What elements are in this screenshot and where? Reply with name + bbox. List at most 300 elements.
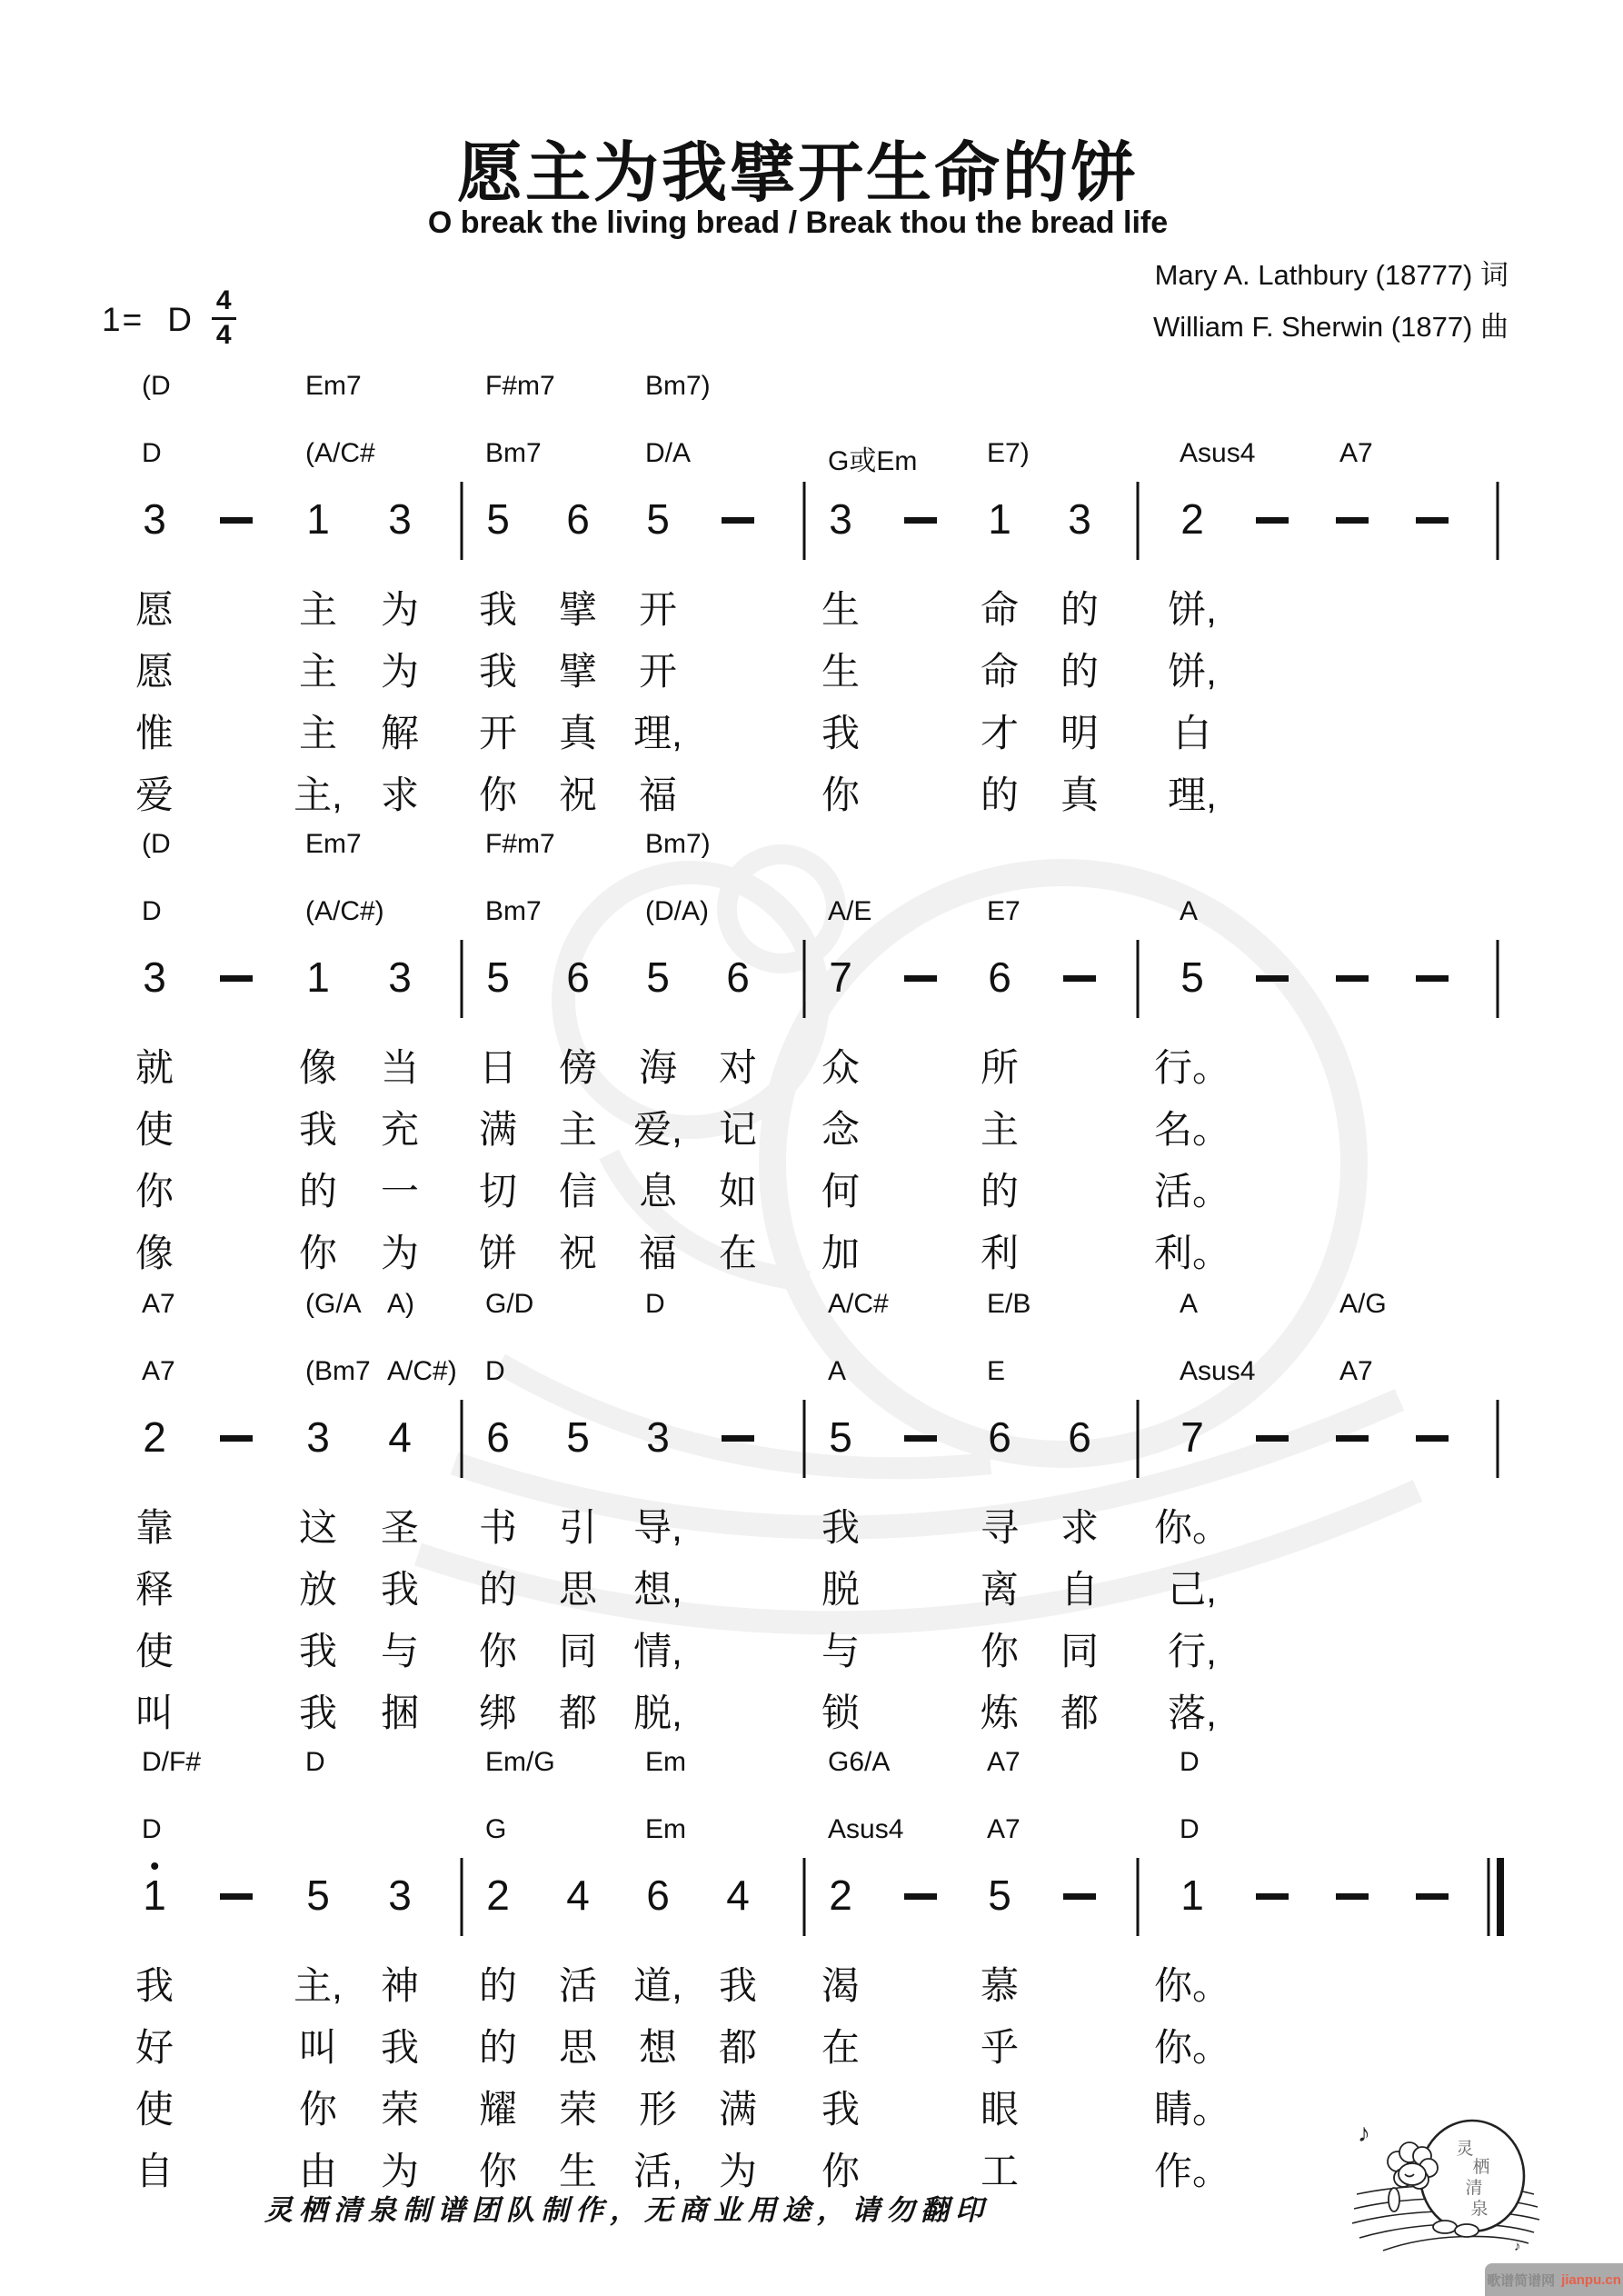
note-digit: 3 (388, 1872, 412, 1919)
lyric-char: 愿 (134, 650, 174, 693)
chord-label: Bm7 (485, 896, 542, 926)
credits (1153, 249, 1508, 353)
lyric-char: 主 (298, 588, 338, 631)
lyric-char: 主 (298, 712, 338, 754)
bar-line (803, 482, 806, 560)
note-digit: 5 (306, 1872, 330, 1919)
lyric-char: 情, (633, 1630, 682, 1672)
lyric-char: 命 (980, 650, 1020, 693)
paren-chord-label: E/B (987, 1289, 1031, 1319)
song-subtitle: O break the living bread / Break thou the bread life (427, 205, 1169, 240)
lyric-char: 放 (298, 1568, 338, 1611)
song-title: 愿主为我擘开生命的饼 (456, 137, 1139, 210)
lyric-char: 白 (1172, 712, 1212, 754)
final-bar-thin (1488, 1858, 1490, 1936)
note-dash (1416, 975, 1449, 982)
lyric-char: 荣 (380, 2088, 420, 2131)
bar-line (461, 1858, 463, 1936)
lyric-char: 明 (1060, 712, 1100, 754)
lyric-char: 活, (633, 2150, 682, 2192)
lyric-char: 求 (380, 774, 420, 816)
paren-chord-label: A7 (142, 1289, 175, 1319)
lyric-char: 你 (478, 2150, 518, 2192)
bar-line (461, 940, 463, 1018)
note-digit: 1 (306, 953, 330, 1001)
note-digit: 4 (566, 1872, 590, 1919)
note-digit: 7 (829, 953, 852, 1001)
note-digit: 6 (988, 1413, 1011, 1461)
note-digit: 3 (143, 953, 166, 1001)
bar-line (1137, 940, 1140, 1018)
chord-label: A7 (142, 1356, 175, 1386)
lyric-char: 所 (980, 1046, 1020, 1089)
note-digit: 2 (1180, 495, 1204, 543)
lyric-char: 的 (478, 1964, 518, 2007)
lyric-char: 生 (821, 650, 861, 693)
lyric-char: 祝 (558, 1232, 598, 1274)
lyric-char: 炼 (980, 1692, 1020, 1734)
lyric-char: 圣 (380, 1506, 420, 1549)
lyric-char: 乎 (980, 2026, 1020, 2069)
chord-label: Em (645, 1814, 686, 1844)
note-digit: 5 (566, 1413, 590, 1461)
lyric-char: 你 (298, 1232, 338, 1274)
lyric-char: 你 (821, 2150, 861, 2192)
lyric-char: 我 (718, 1964, 758, 2007)
lyric-char: 主, (294, 1964, 343, 2007)
lyric-char: 的 (1060, 650, 1100, 693)
lyric-char: 才 (980, 712, 1020, 754)
svg-text:泉: 泉 (1470, 2200, 1489, 2219)
note-digit: 5 (988, 1872, 1011, 1919)
lyric-char: 落, (1168, 1692, 1217, 1734)
lyric-char: 充 (380, 1108, 420, 1151)
lyric-char: 福 (638, 1232, 678, 1274)
lyric-char: 都 (1060, 1692, 1100, 1734)
lyric-char: 己, (1168, 1568, 1217, 1611)
note-dash (220, 975, 253, 982)
note-digit: 3 (829, 495, 852, 543)
note-digit: 1 (988, 495, 1011, 543)
lyric-char: 你 (821, 774, 861, 816)
note-dash (1416, 1893, 1449, 1900)
note-dash (220, 1893, 253, 1900)
lyric-char: 傍 (558, 1046, 598, 1089)
lyric-char: 海 (638, 1046, 678, 1089)
chord-label: A/E (828, 896, 872, 926)
lyric-char: 真 (1060, 774, 1100, 816)
chord-label: (Bm7 (305, 1356, 371, 1386)
lyric-char: 像 (298, 1046, 338, 1089)
lyric-char: 为 (718, 2150, 758, 2192)
lyric-char: 满 (478, 1108, 518, 1151)
chord-label: (D/A) (645, 896, 709, 926)
note-digit: 3 (646, 1413, 670, 1461)
lyric-char: 你 (980, 1630, 1020, 1672)
paren-chord-label: Bm7) (645, 829, 711, 859)
lyric-char: 道, (633, 1964, 682, 2007)
paren-chord-label: A) (387, 1289, 414, 1319)
bar-line (803, 940, 806, 1018)
lyric-char: 脱, (633, 1692, 682, 1734)
lyric-char: 的 (478, 1568, 518, 1611)
lyric-char: 主 (298, 650, 338, 693)
lyric-char: 的 (1060, 588, 1100, 631)
lyric-char: 的 (478, 2026, 518, 2069)
chord-label: D (142, 896, 162, 926)
lyric-char: 主, (294, 774, 343, 816)
paren-chord-label: D (305, 1747, 325, 1777)
note-dash (1416, 517, 1449, 524)
lyric-char: 我 (821, 1506, 861, 1549)
site-name: 歌谱简谱网 (1487, 2272, 1556, 2289)
note-digit: 5 (1180, 953, 1204, 1001)
chord-label: (A/C# (305, 438, 375, 468)
lyric-char: 释 (134, 1568, 174, 1611)
time-signature-denominator: 4 (215, 319, 232, 350)
lyric-char: 对 (718, 1046, 758, 1089)
lyric-char: 我 (821, 712, 861, 754)
lyric-char: 想, (633, 1568, 682, 1611)
chord-label: D (1180, 1814, 1200, 1844)
lyric-char: 都 (718, 2026, 758, 2069)
chord-label: G (485, 1814, 507, 1844)
lyric-char: 记 (718, 1108, 758, 1151)
key-prefix: 1= (102, 301, 144, 339)
chord-label: G或Em (828, 446, 918, 476)
lyric-char: 眼 (980, 2088, 1020, 2131)
chord-label: A7 (987, 1814, 1021, 1844)
lyric-char: 荣 (558, 2088, 598, 2131)
lyric-char: 擘 (558, 588, 598, 631)
lyric-char: 真 (558, 712, 598, 754)
lyric-char: 擘 (558, 650, 598, 693)
lyric-char: 行。 (1153, 1046, 1231, 1089)
lyric-char: 我 (478, 650, 518, 693)
paren-chord-label: Em7 (305, 371, 362, 401)
lyric-char: 为 (380, 1232, 420, 1274)
lyric-char: 使 (134, 1108, 174, 1151)
lyric-char: 息 (638, 1170, 678, 1213)
lyric-char: 你 (478, 774, 518, 816)
paren-chord-label: A/C# (828, 1289, 889, 1319)
lyric-char: 与 (380, 1630, 420, 1672)
lyric-char: 祝 (558, 774, 598, 816)
lyric-char: 爱 (134, 774, 174, 816)
note-digit: 5 (829, 1413, 852, 1461)
paren-chord-label: D (1180, 1747, 1200, 1777)
footer-credit: 灵栖清泉制谱团队制作，无商业用途，请勿翻印 (264, 2194, 990, 2226)
lyric-char: 切 (478, 1170, 518, 1213)
lyric-char: 思 (558, 2026, 598, 2069)
paren-chord-label: A7 (987, 1747, 1021, 1777)
chord-label: E (987, 1356, 1006, 1386)
lyric-char: 我 (821, 2088, 861, 2131)
paren-chord-label: (D (142, 371, 171, 401)
lyric-char: 利 (980, 1232, 1020, 1274)
lyric-char: 自 (1060, 1568, 1100, 1611)
note-digit: 5 (486, 495, 510, 543)
svg-text:灵: 灵 (1456, 2140, 1474, 2159)
note-dash (1416, 1435, 1449, 1442)
lyric-char: 名。 (1153, 1108, 1231, 1151)
lyric-char: 导, (633, 1506, 682, 1549)
bar-line (1137, 1400, 1140, 1478)
lyric-char: 你。 (1153, 1506, 1231, 1549)
lyric-char: 由 (298, 2150, 338, 2192)
note-dash (722, 1435, 754, 1442)
chord-label: Bm7 (485, 438, 542, 468)
lyric-char: 寻 (980, 1506, 1020, 1549)
note-dash (1256, 975, 1289, 982)
chord-label: (A/C#) (305, 896, 384, 926)
lyric-char: 像 (134, 1232, 174, 1274)
lyric-char: 脱 (821, 1568, 861, 1611)
lyricist-credit: Mary A. Lathbury (18777) 词 (1154, 259, 1508, 291)
lyric-char: 你 (478, 1630, 518, 1672)
note-digit: 3 (143, 495, 166, 543)
lyric-char: 念 (821, 1108, 861, 1151)
lyric-char: 你 (298, 2088, 338, 2131)
note-digit: 3 (388, 953, 412, 1001)
bar-line (461, 482, 463, 560)
lyric-char: 的 (298, 1170, 338, 1213)
music-note-small-icon: ♪ (1514, 2239, 1521, 2254)
paren-chord-label: A/G (1339, 1289, 1387, 1319)
chord-label: D/A (645, 438, 692, 468)
lyric-char: 我 (478, 588, 518, 631)
lyric-char: 愿 (134, 588, 174, 631)
lyric-char: 同 (558, 1630, 598, 1672)
note-digit: 3 (1068, 495, 1091, 543)
lyric-char: 为 (380, 2150, 420, 2192)
paren-chord-label: Em/G (485, 1747, 555, 1777)
lyric-char: 饼, (1168, 588, 1217, 631)
lyric-char: 饼, (1168, 650, 1217, 693)
lyric-char: 想 (638, 2026, 678, 2069)
note-digit: 5 (486, 953, 510, 1001)
paren-chord-label: G/D (485, 1289, 534, 1319)
chord-label: D (142, 438, 162, 468)
lyric-char: 耀 (478, 2088, 518, 2131)
note-digit: 3 (306, 1413, 330, 1461)
paren-chord-label: Em (645, 1747, 686, 1777)
music-note-icon: ♪ (1358, 2119, 1370, 2147)
lyric-char: 日 (478, 1046, 518, 1089)
bar-line (803, 1400, 806, 1478)
lyric-char: 活。 (1153, 1170, 1231, 1213)
lyric-char: 主 (980, 1108, 1020, 1151)
lyric-char: 当 (380, 1046, 420, 1089)
lyric-char: 你 (134, 1170, 174, 1213)
lyric-char: 锁 (821, 1692, 861, 1734)
chord-label: A (828, 1356, 847, 1386)
lyric-char: 离 (980, 1568, 1020, 1611)
lyric-char: 信 (558, 1170, 598, 1213)
note-dash (1256, 1435, 1289, 1442)
note-digit: 4 (726, 1872, 750, 1919)
note-dash (722, 517, 754, 524)
lyric-char: 你。 (1153, 2026, 1231, 2069)
note-dash (904, 1435, 937, 1442)
lyric-char: 的 (980, 774, 1020, 816)
note-digit: 2 (143, 1413, 166, 1461)
lyric-char: 解 (380, 712, 420, 754)
lyric-char: 慕 (980, 1964, 1020, 2007)
lyric-char: 如 (718, 1170, 758, 1213)
lyric-char: 思 (558, 1568, 598, 1611)
note-dash (904, 1893, 937, 1900)
lyric-char: 理, (1168, 774, 1217, 816)
note-digit: 6 (646, 1872, 670, 1919)
note-digit: 2 (829, 1872, 852, 1919)
note-digit: 2 (486, 1872, 510, 1919)
lyric-char: 我 (298, 1630, 338, 1672)
lyric-char: 理, (633, 712, 682, 754)
lyric-char: 我 (134, 1964, 174, 2007)
note-digit: 4 (388, 1413, 412, 1461)
lyric-char: 作。 (1153, 2150, 1231, 2192)
system-end-bar (1497, 1400, 1499, 1478)
note-dash (1336, 1893, 1369, 1900)
note-dash (220, 1435, 253, 1442)
paren-chord-label: D (645, 1289, 665, 1319)
lyric-char: 我 (380, 1568, 420, 1611)
lyric-char: 开 (478, 712, 518, 754)
lyric-char: 你。 (1153, 1964, 1231, 2007)
note-digit: 5 (646, 953, 670, 1001)
chord-label: E7) (987, 438, 1030, 468)
lyric-char: 命 (980, 588, 1020, 631)
note-digit: 5 (646, 495, 670, 543)
note-digit: 6 (988, 953, 1011, 1001)
paren-chord-label: A (1180, 1289, 1199, 1319)
bar-line (461, 1400, 463, 1478)
lyric-char: 我 (298, 1108, 338, 1151)
note-digit: 1 (306, 495, 330, 543)
lyric-char: 求 (1060, 1506, 1100, 1549)
lyric-char: 使 (134, 2088, 174, 2131)
lyric-char: 绑 (478, 1692, 518, 1734)
lyric-char: 工 (980, 2150, 1020, 2192)
lyric-char: 为 (380, 650, 420, 693)
paren-chord-label: (G/A (305, 1289, 362, 1319)
lyric-char: 为 (380, 588, 420, 631)
paren-chord-label: (D (142, 829, 171, 859)
lyric-char: 同 (1060, 1630, 1100, 1672)
lyric-char: 的 (980, 1170, 1020, 1213)
site-badge (1485, 2263, 1623, 2296)
note-dash (1336, 975, 1369, 982)
lyric-char: 我 (380, 2026, 420, 2069)
note-dash (1336, 517, 1369, 524)
lyric-char: 众 (821, 1046, 861, 1089)
key-signature (102, 285, 236, 351)
paren-chord-label: D/F# (142, 1747, 202, 1777)
note-dash (1063, 975, 1096, 982)
note-dash (1256, 517, 1289, 524)
chord-label: E7 (987, 896, 1021, 926)
chord-label: A (1180, 896, 1199, 926)
note-dash (904, 517, 937, 524)
lyric-char: 加 (821, 1232, 861, 1274)
lyric-char: 利。 (1153, 1232, 1231, 1274)
note-digit: 6 (1068, 1413, 1091, 1461)
chord-label: A7 (1339, 438, 1373, 468)
lyric-char: 主 (558, 1108, 598, 1151)
lyric-char: 叫 (134, 1692, 174, 1734)
note-digit: 6 (566, 953, 590, 1001)
paren-chord-label: F#m7 (485, 371, 555, 401)
paren-chord-label: G6/A (828, 1747, 891, 1777)
note-digit: 3 (388, 495, 412, 543)
site-url: jianpu.cn (1561, 2271, 1621, 2288)
lyric-char: 叫 (298, 2026, 338, 2069)
paren-chord-label: Em7 (305, 829, 362, 859)
octave-dot (151, 1862, 158, 1870)
lyric-char: 靠 (134, 1506, 174, 1549)
chord-label: A/C#) (387, 1356, 457, 1386)
lyric-char: 使 (134, 1630, 174, 1672)
chord-label: Asus4 (1180, 1356, 1256, 1386)
note-digit: 6 (486, 1413, 510, 1461)
bar-line (803, 1858, 806, 1936)
time-signature-numerator: 4 (212, 287, 236, 320)
note-digit: 1 (143, 1874, 166, 1916)
lyric-char: 一 (380, 1170, 420, 1213)
lyric-char: 引 (558, 1506, 598, 1549)
chord-label: A7 (1339, 1356, 1373, 1386)
note-dash (220, 517, 253, 524)
lyric-char: 饼 (478, 1232, 518, 1274)
lyric-char: 渴 (821, 1964, 861, 2007)
lyric-char: 活 (558, 1964, 598, 2007)
lyric-char: 开 (638, 588, 678, 631)
svg-text:清: 清 (1465, 2179, 1483, 2198)
svg-text:栖: 栖 (1472, 2158, 1490, 2177)
bar-line (1137, 482, 1140, 560)
time-signature (212, 287, 236, 349)
lyric-char: 书 (478, 1506, 518, 1549)
lyric-char: 形 (638, 2088, 678, 2131)
lyric-char: 捆 (380, 1692, 420, 1734)
background-watermark-sheep (391, 773, 1445, 1791)
chord-label: Asus4 (1180, 438, 1256, 468)
lyric-char: 我 (298, 1692, 338, 1734)
paren-chord-label: Bm7) (645, 371, 711, 401)
note-dash (1336, 1435, 1369, 1442)
note-dash (1256, 1893, 1289, 1900)
lyric-char: 生 (821, 588, 861, 631)
lyric-char: 神 (380, 1964, 420, 2007)
final-bar-thick (1497, 1858, 1504, 1936)
chord-label: Asus4 (828, 1814, 904, 1844)
bar-line (1137, 1858, 1140, 1936)
composer-credit: William F. Sherwin (1877) 曲 (1152, 311, 1508, 343)
note-dash (1063, 1893, 1096, 1900)
lyric-char: 福 (638, 774, 678, 816)
note-digit: 1 (1180, 1872, 1204, 1919)
note-digit: 6 (726, 953, 750, 1001)
lyric-char: 惟 (134, 712, 174, 754)
lyric-char: 满 (718, 2088, 758, 2131)
system-end-bar (1497, 940, 1499, 1018)
chord-label: D (485, 1356, 505, 1386)
note-dash (904, 975, 937, 982)
lyric-char: 与 (821, 1630, 861, 1672)
lyric-char: 自 (134, 2150, 174, 2192)
lyric-char: 何 (821, 1170, 861, 1213)
